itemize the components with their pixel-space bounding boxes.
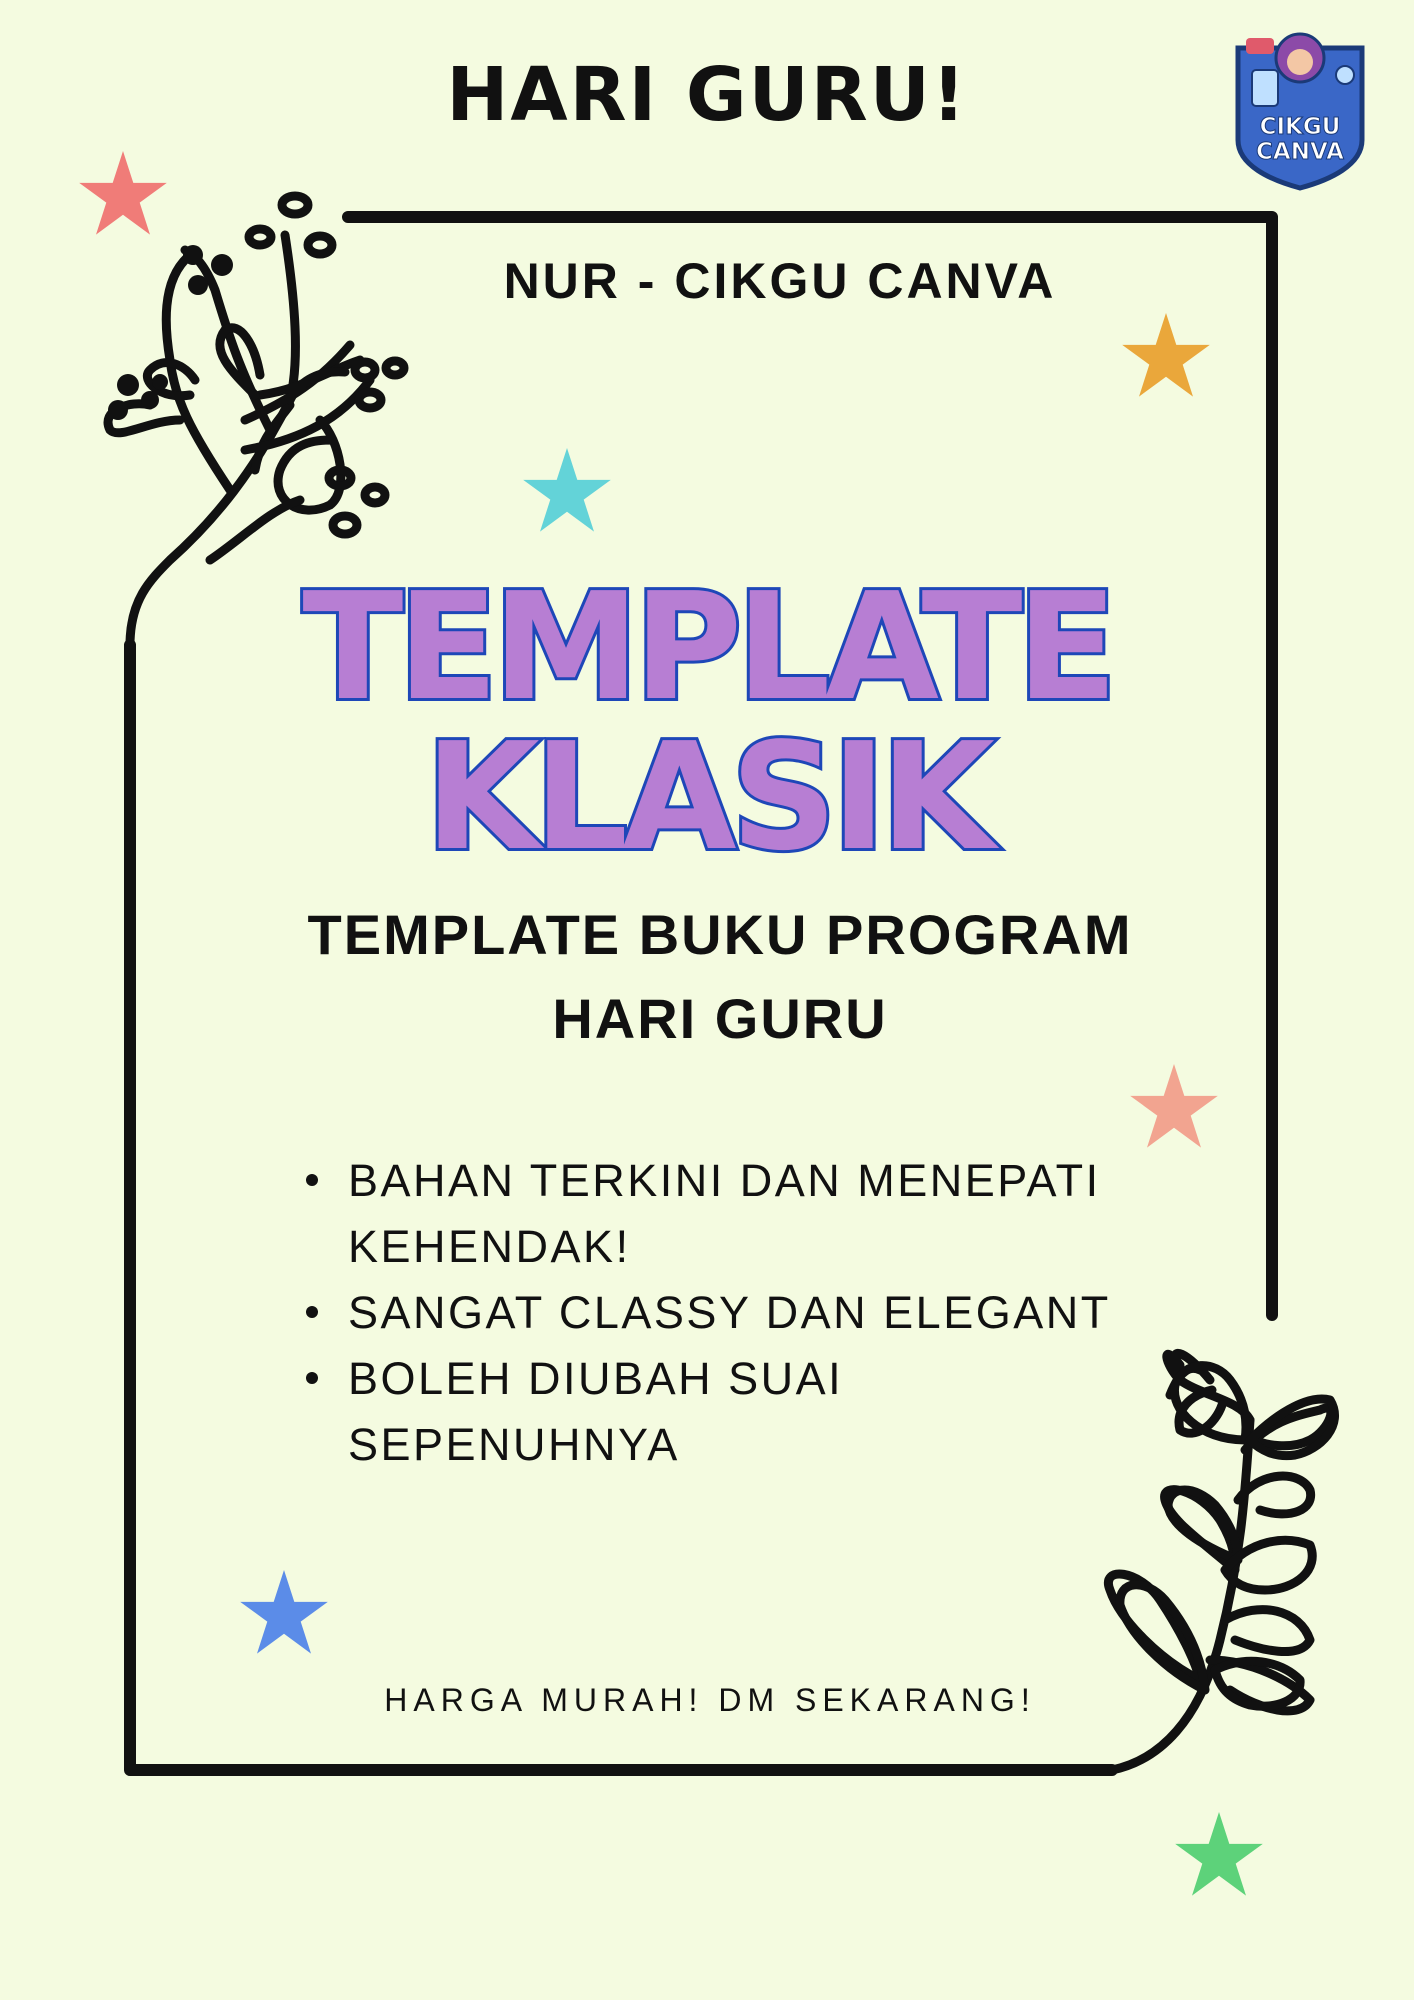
feature-text: KEHENDAK! (348, 1221, 631, 1272)
subtitle-line2: HARI GURU (552, 987, 888, 1050)
subtitle-line1: TEMPLATE BUKU PROGRAM (307, 903, 1133, 966)
subtitle (200, 893, 1240, 1061)
page-title: HARI GURU! (446, 52, 968, 138)
logo-text (1236, 115, 1364, 165)
feature-text: BAHAN TERKINI DAN MENEPATI (348, 1155, 1101, 1206)
feature-list (296, 1148, 1196, 1478)
feature-item (296, 1280, 1196, 1346)
logo-text-line2: CANVA (1256, 139, 1344, 165)
author-name: NUR - CIKGU CANVA (503, 253, 1057, 309)
call-to-action: HARGA MURAH! DM SEKARANG! (384, 1682, 1036, 1718)
star-orange (1122, 313, 1210, 397)
feature-item (296, 1346, 1196, 1478)
star-blue (240, 1570, 328, 1654)
feature-text: SANGAT CLASSY DAN ELEGANT (348, 1287, 1111, 1338)
star-red (79, 151, 167, 235)
logo-text-line1: CIKGU (1259, 114, 1341, 140)
star-salmon (1130, 1064, 1218, 1148)
feature-text: SEPENUHNYA (348, 1419, 680, 1470)
feature-item (296, 1148, 1196, 1280)
headline-line2: KLASIK (425, 711, 989, 883)
star-cyan (523, 448, 611, 532)
headline-line1: TEMPLATE (302, 561, 1112, 733)
star-green (1175, 1812, 1263, 1896)
feature-text: BOLEH DIUBAH SUAI (348, 1353, 844, 1404)
